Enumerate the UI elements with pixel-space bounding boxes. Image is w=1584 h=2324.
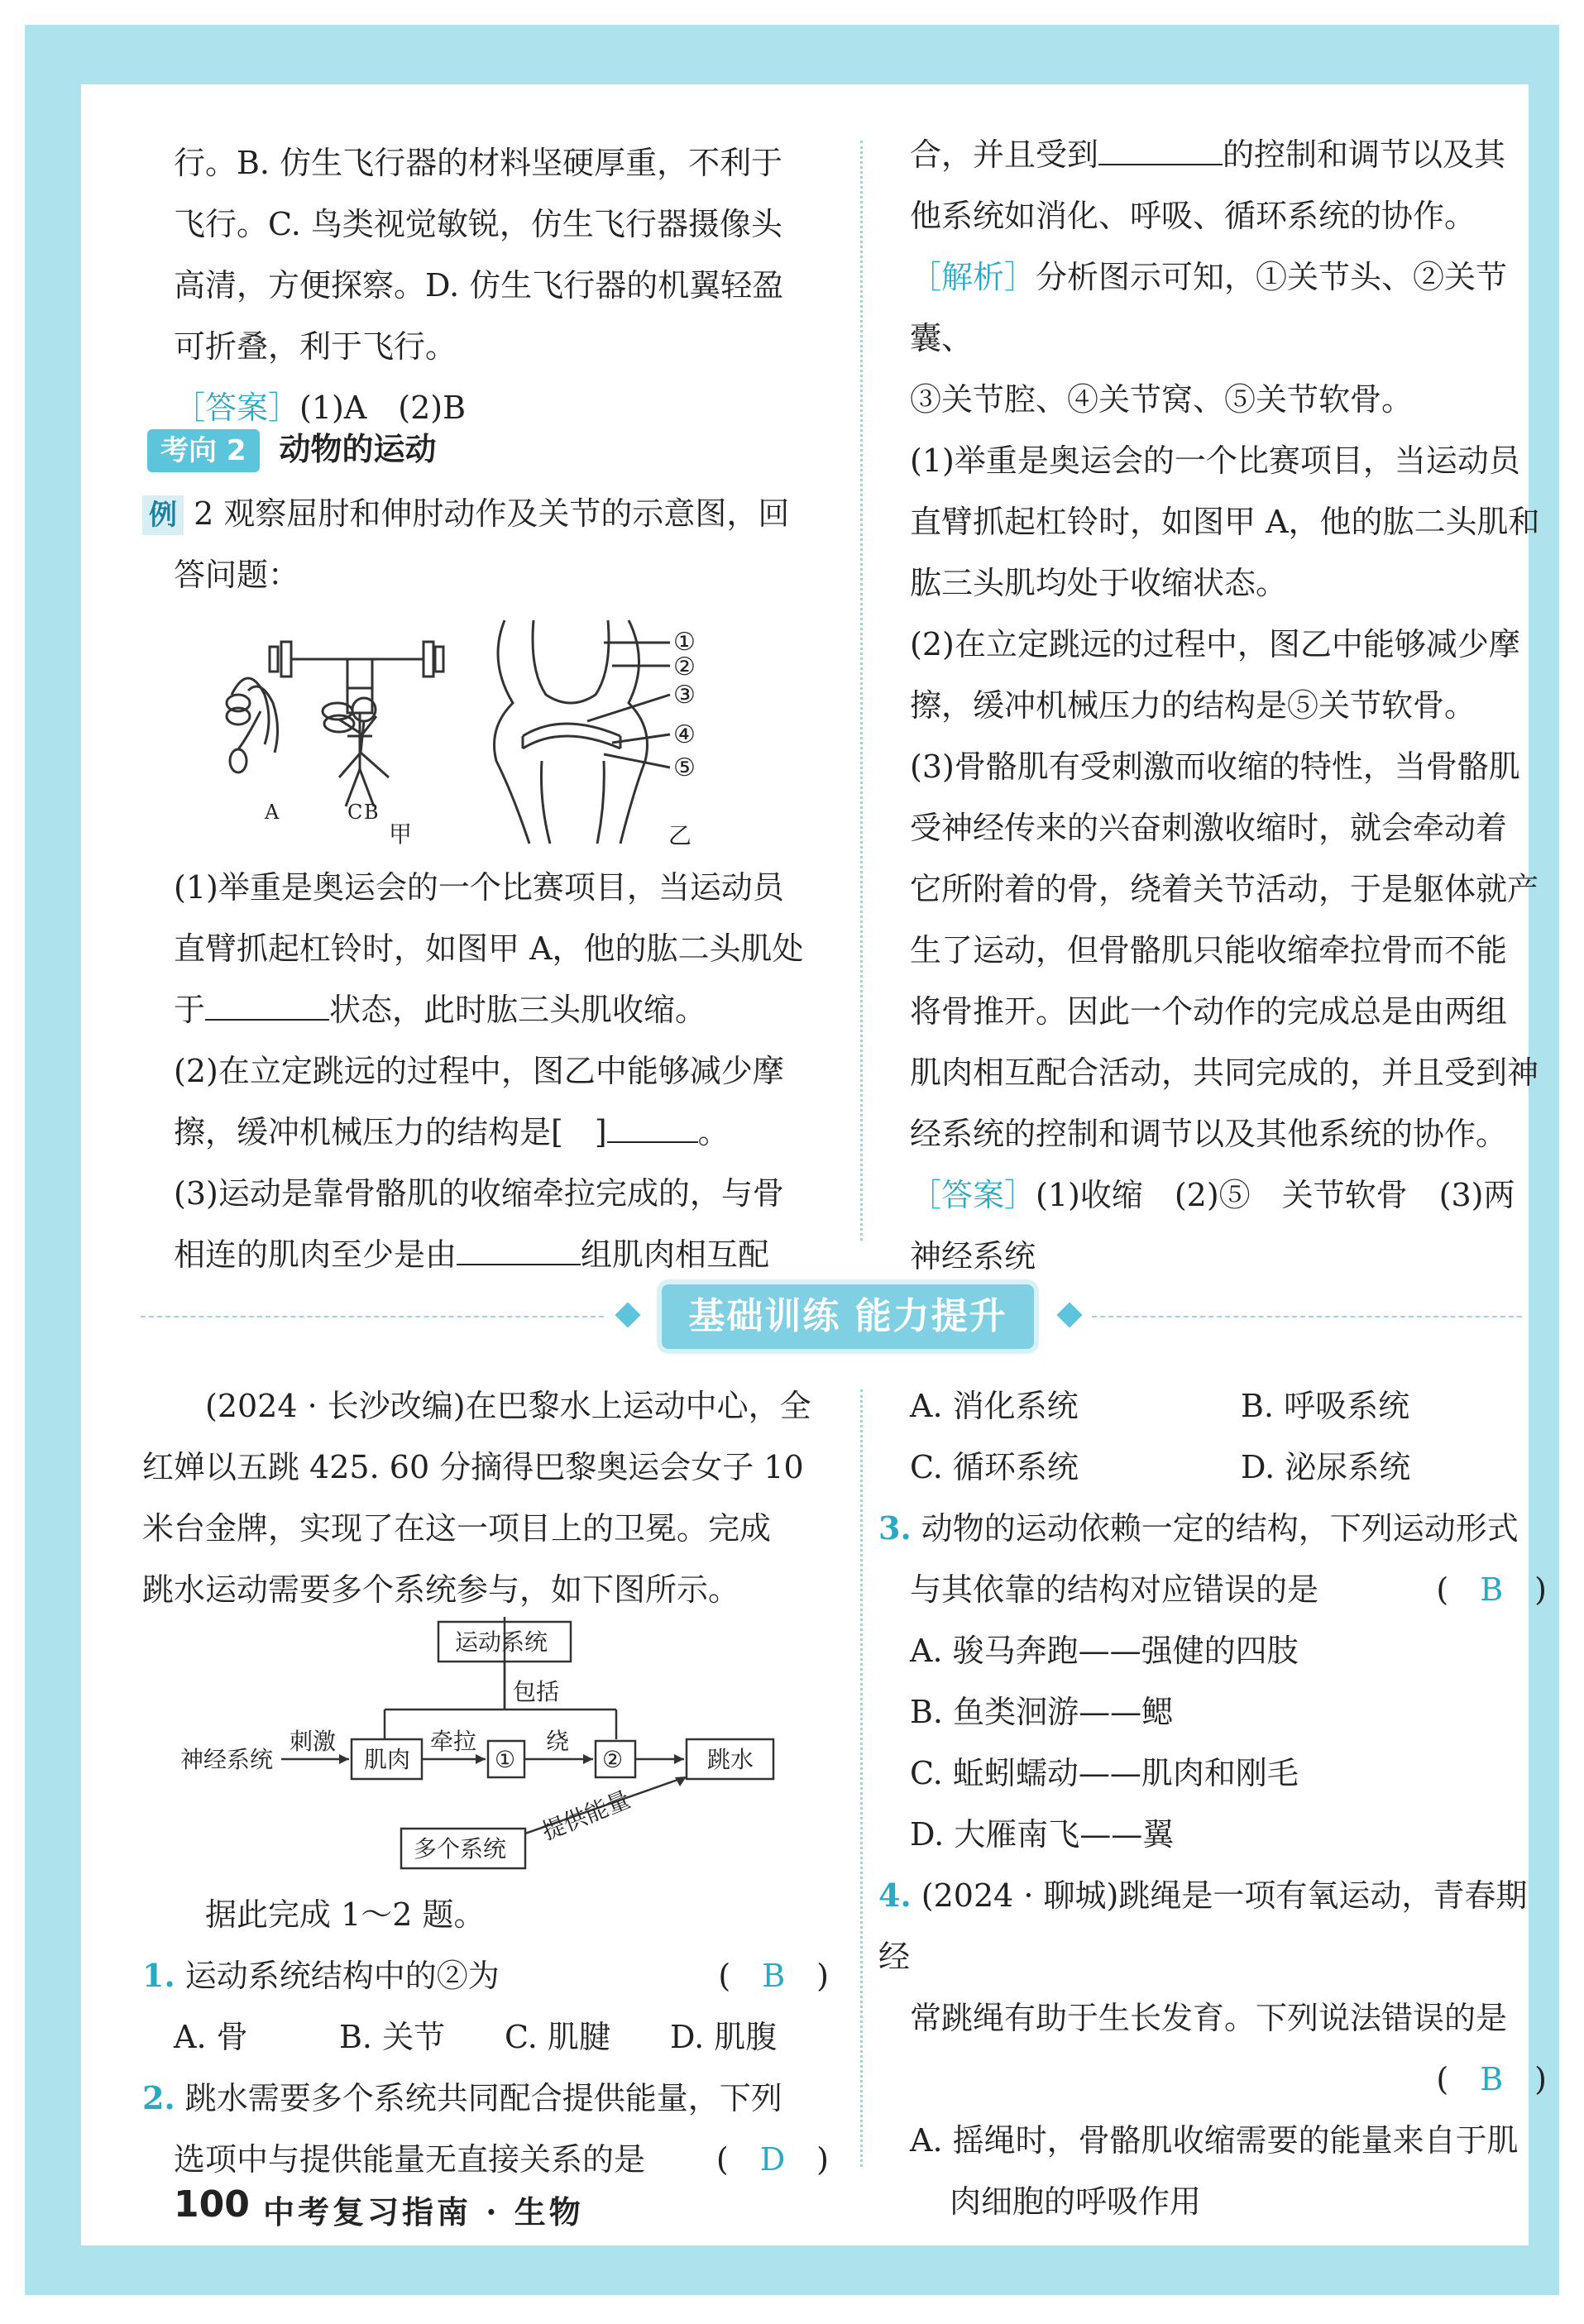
text-line: (3)骨骼肌有受刺激而收缩的特性，当骨骼肌 xyxy=(910,748,1520,785)
left-column-top xyxy=(174,132,827,438)
question-4 xyxy=(878,1865,1547,1987)
text-line xyxy=(174,1224,827,1285)
example-number: 2 xyxy=(194,495,214,532)
option[interactable]: C. 循环系统 xyxy=(910,1449,1079,1485)
text-line: (1)举重是奥运会的一个比赛项目，当运动员 xyxy=(174,869,784,906)
text-motor-system: 运动系统 xyxy=(455,1628,548,1656)
text-node-2: ② xyxy=(602,1746,624,1773)
fill-blank[interactable] xyxy=(607,1113,698,1143)
text-line: (2024 · 长沙改编)在巴黎水上运动中心，全 xyxy=(205,1388,811,1424)
text-part: 擦，缓冲机械压力的结构是[ ] xyxy=(174,1114,607,1150)
text-line: 直臂抓起杠铃时，如图甲 A，他的肱二头肌处 xyxy=(174,930,804,967)
text-line: 将骨推开。因此一个动作的完成总是由两组 xyxy=(910,993,1508,1030)
section-heading xyxy=(147,423,437,472)
text-line: 肱三头肌均处于收缩状态。 xyxy=(910,565,1288,601)
answer-line xyxy=(910,1164,1547,1226)
text-line: 擦，缓冲机械压力的结构是⑤关节软骨。 xyxy=(910,687,1476,724)
question-2-line2: 选项中与提供能量无直接关系的是 ( D ) xyxy=(174,2141,829,2178)
figure-b-person xyxy=(323,698,389,777)
question-stem: 与其依靠的结构对应错误的是 xyxy=(910,1571,1319,1608)
text-line xyxy=(174,1102,827,1163)
label-a: A xyxy=(265,801,280,824)
text-line: 飞行。C. 鸟类视觉敏锐，仿生飞行器摄像头 xyxy=(174,206,782,242)
text-part: 相连的肌肉至少是由 xyxy=(174,1236,457,1273)
knee-joint-diagram xyxy=(495,620,648,844)
text-line: 受神经传来的兴奋刺激收缩时，就会牵动着 xyxy=(910,810,1508,846)
column-divider-bottom xyxy=(860,1389,863,2167)
text-line: 据此完成 1～2 题。 xyxy=(205,1896,486,1933)
fill-blank[interactable] xyxy=(1098,136,1223,165)
callout-1: ① xyxy=(673,628,696,657)
answer-mark: D xyxy=(759,2141,786,2178)
section-title: 动物的运动 xyxy=(279,431,437,467)
question-number: 4. xyxy=(878,1877,912,1914)
text-multi-system: 多个系统 xyxy=(414,1835,507,1863)
answer-text: (1)收缩 (2)⑤ 关节软骨 (3)两 xyxy=(1036,1177,1515,1213)
answer-text: (1)A (2)B xyxy=(299,390,467,426)
text-line: 红婵以五跳 425. 60 分摘得巴黎奥运会女子 10 xyxy=(142,1449,804,1485)
answer-mark: B xyxy=(1480,1571,1504,1608)
option[interactable]: B. 呼吸系统 xyxy=(1241,1388,1410,1424)
text-line xyxy=(174,979,827,1040)
question-stem: 运动系统结构中的②为 xyxy=(184,1958,500,1994)
question-1: 1. 运动系统结构中的②为 ( B ) xyxy=(142,1957,829,1994)
page-number: 100 xyxy=(174,2183,250,2226)
example-2-questions xyxy=(174,857,827,1285)
question-stem: 动物的运动依赖一定的结构，下列运动形式 xyxy=(921,1510,1519,1547)
banner-rule-left xyxy=(141,1316,604,1317)
answer-mark: B xyxy=(1480,2061,1504,2097)
text-energy: 提供能量 xyxy=(538,1785,634,1846)
example-stem: 观察屈肘和伸肘动作及关节的示意图，回 xyxy=(223,495,790,532)
text-stimulus: 刺激 xyxy=(290,1728,337,1755)
text-line: ③关节腔、④关节窝、⑤关节软骨。 xyxy=(910,381,1414,418)
text-node-1: ① xyxy=(495,1746,516,1773)
question-2 xyxy=(142,2068,829,2129)
option[interactable]: C. 蚯蚓蠕动——肌肉和刚毛 xyxy=(910,1755,1299,1791)
option[interactable]: B. 鱼类洄游——鳃 xyxy=(910,1694,1174,1730)
text-dive: 跳水 xyxy=(707,1746,754,1773)
question-stem: 常跳绳有助于生长发育。下列说法错误的是 xyxy=(910,2000,1508,2036)
text-part: 组肌肉相互配 xyxy=(581,1236,770,1273)
right-column-top xyxy=(910,124,1547,1287)
book-title: 中考复习指南 · 生物 xyxy=(263,2193,584,2231)
right-column-bottom xyxy=(878,1375,1547,2232)
page-frame-bottom xyxy=(25,2245,1559,2295)
text-include: 包括 xyxy=(513,1678,560,1705)
question-3 xyxy=(878,1498,1547,1559)
text-line: 生了运动，但骨骼肌只能收缩牵拉骨而不能 xyxy=(910,932,1508,968)
banner-rule-right xyxy=(1092,1316,1522,1317)
answer-tag: ［答案］ xyxy=(174,390,300,426)
question-3-line2: 与其依靠的结构对应错误的是 ( B ) xyxy=(910,1571,1547,1608)
analysis-tag: ［解析］ xyxy=(910,259,1036,295)
column-divider-top xyxy=(860,141,863,1241)
answer-mark: B xyxy=(762,1958,786,1994)
text-line: (2)在立定跳远的过程中，图乙中能够减少摩 xyxy=(174,1053,784,1089)
text-line: 经系统的控制和调节以及其他系统的协作。 xyxy=(910,1116,1508,1152)
question-number: 2. xyxy=(142,2079,175,2116)
text-line: 跳水运动需要多个系统参与，如下图所示。 xyxy=(142,1571,740,1608)
text-line xyxy=(910,124,1547,185)
text-line: 行。B. 仿生飞行器的材料坚硬厚重，不利于 xyxy=(174,145,783,181)
example-2 xyxy=(142,483,829,605)
option[interactable]: D. 肌腹 xyxy=(670,2019,778,2055)
figure-a-arm xyxy=(227,678,278,772)
text-line: 他系统如消化、呼吸、循环系统的协作。 xyxy=(910,198,1476,234)
text-part: 的控制和调节以及其 xyxy=(1223,136,1506,173)
option[interactable]: A. 摇绳时，骨骼肌收缩需要的能量来自于肌 xyxy=(910,2122,1519,2159)
callout-3: ③ xyxy=(673,681,696,710)
label-b: B xyxy=(364,801,379,824)
label-yi: 乙 xyxy=(668,822,692,849)
figure-c-lifter xyxy=(270,642,443,806)
joint-figure xyxy=(215,612,778,852)
page-frame-top xyxy=(25,25,1559,84)
section-badge: 考向 2 xyxy=(147,429,260,472)
text-line: (3)运动是靠骨骼肌的收缩牵拉完成的，与骨 xyxy=(174,1175,784,1212)
text-line: 肌肉相互配合活动，共同完成的，并且受到神 xyxy=(910,1054,1539,1091)
option[interactable]: D. 大雁南飞——翼 xyxy=(910,1816,1175,1853)
answer-text: 神经系统 xyxy=(910,1238,1036,1274)
text-part: 。 xyxy=(697,1114,730,1150)
example-stem-2: 答问题： xyxy=(174,557,300,593)
option[interactable]: C. 肌腱 xyxy=(505,2019,610,2055)
text-pull: 牵拉 xyxy=(430,1728,477,1755)
label-c: C xyxy=(347,801,363,824)
answer-tag: ［答案］ xyxy=(910,1177,1036,1213)
text-line: (2)在立定跳远的过程中，图乙中能够减少摩 xyxy=(910,626,1520,662)
question-4-answer: ( B ) xyxy=(1436,2061,1547,2097)
fill-blank[interactable] xyxy=(205,991,329,1021)
question-2-options-row2 xyxy=(878,1437,1547,1498)
text-muscle: 肌肉 xyxy=(364,1746,411,1773)
analysis-line xyxy=(910,246,1547,369)
text-line: 直臂抓起杠铃时，如图甲 A，他的肱二头肌和 xyxy=(910,504,1540,540)
question-number: 3. xyxy=(878,1509,912,1547)
text-part: 合，并且受到 xyxy=(910,136,1099,173)
fill-blank[interactable] xyxy=(457,1236,581,1265)
text-nerve-system: 神经系统 xyxy=(180,1746,274,1773)
example-badge: 例 xyxy=(142,495,184,535)
option[interactable]: A. 消化系统 xyxy=(910,1388,1079,1424)
option[interactable]: D. 泌尿系统 xyxy=(1241,1449,1411,1485)
text-line: (1)举重是奥运会的一个比赛项目，当运动员 xyxy=(910,442,1520,479)
option[interactable]: A. 骨 xyxy=(174,2019,248,2055)
question-1-options xyxy=(142,2006,829,2068)
text-part: 分析图示可知，①关节头、②关节囊、 xyxy=(910,259,1508,356)
text-line: 米台金牌，实现了在这一项目上的卫冕。完成 xyxy=(142,1510,772,1547)
question-number: 1. xyxy=(142,1957,175,1994)
text-line: 高清，方便探察。D. 仿生飞行器的机翼轻盈 xyxy=(174,267,784,304)
option-continuation: 肉细胞的呼吸作用 xyxy=(950,2183,1202,2220)
callout-2: ② xyxy=(673,653,696,681)
option[interactable]: B. 关节 xyxy=(339,2019,446,2055)
page-frame-left xyxy=(25,25,81,2262)
label-jia: 甲 xyxy=(389,820,413,848)
question-stem: 跳水需要多个系统共同配合提供能量，下列 xyxy=(184,2080,782,2116)
text-part: 状态，此时肱三头肌收缩。 xyxy=(329,992,707,1028)
section-banner: 基础训练 能力提升 xyxy=(662,1284,1034,1349)
system-flowchart xyxy=(174,1617,802,1882)
question-2-options-row1 xyxy=(878,1375,1547,1437)
text-line: 可折叠，利于飞行。 xyxy=(174,328,457,365)
text-part: 于 xyxy=(174,992,206,1028)
callout-4: ④ xyxy=(673,720,696,749)
left-column-bottom xyxy=(142,1884,829,2190)
text-around: 绕 xyxy=(546,1728,570,1755)
question-stem: (2024 · 聊城)跳绳是一项有氧运动，青春期经 xyxy=(878,1877,1528,1975)
material-text xyxy=(142,1375,829,1620)
callout-5: ⑤ xyxy=(673,753,696,782)
question-stem: 选项中与提供能量无直接关系的是 xyxy=(174,2141,646,2178)
option[interactable]: A. 骏马奔跑——强健的四肢 xyxy=(910,1633,1299,1669)
text-line: 它所附着的骨，绕着关节活动，于是躯体就产 xyxy=(910,871,1539,907)
